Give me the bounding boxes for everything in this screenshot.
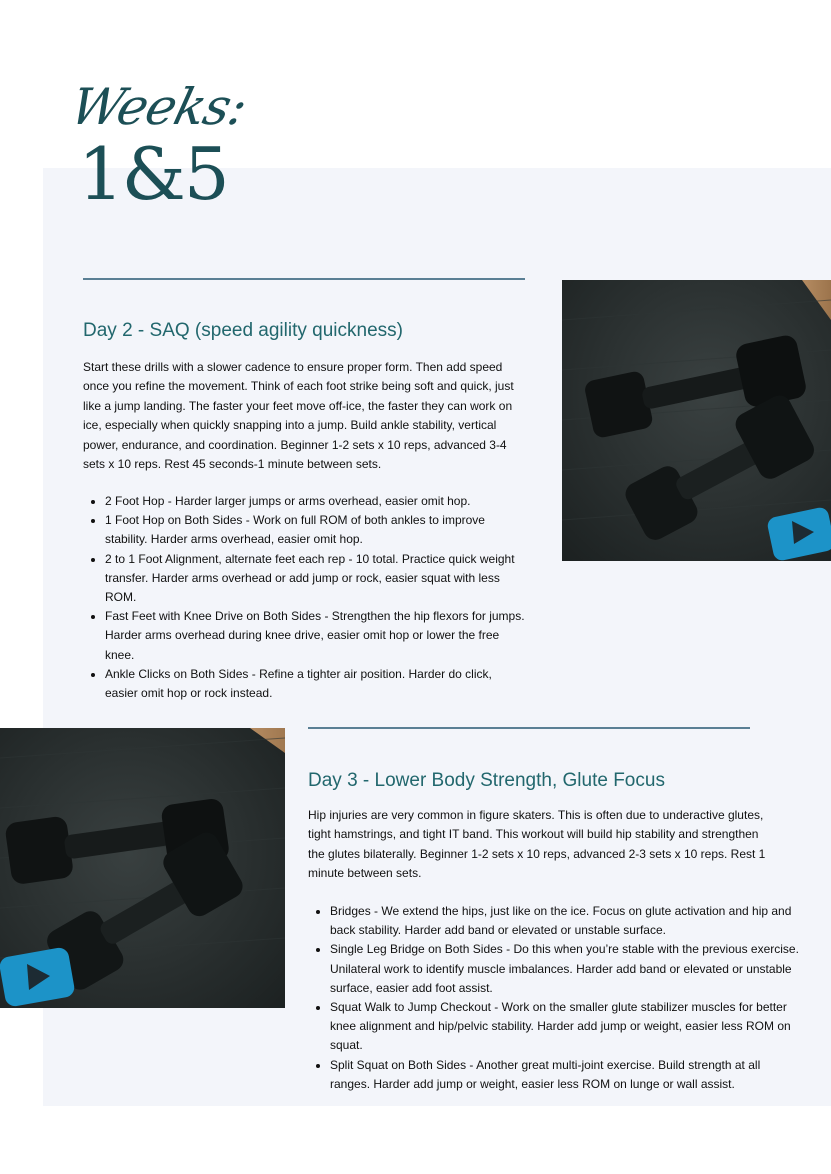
list-item: • 2 Foot Hop - Harder larger jumps or arms overhead, easier omit hop. xyxy=(105,492,525,511)
section-divider xyxy=(83,278,525,280)
day2-video-thumbnail[interactable] xyxy=(562,280,831,561)
day2-exercise-list xyxy=(83,492,525,703)
day3-exercise-list xyxy=(308,902,800,1094)
list-item: • Fast Feet with Knee Drive on Both Sides - Strengthen the hip flexors for jumps. Harder arms overhead during knee drive, easier omit hop or lower the free knee. xyxy=(105,607,525,665)
list-item: • Single Leg Bridge on Both Sides - Do this when you’re stable with the previous exercise. Unilateral work to identify muscle imbalances. Harder add band or elevated or unstable surface, easier add foot assist. xyxy=(330,940,800,998)
section-divider xyxy=(308,727,750,729)
day2-intro: Start these drills with a slower cadence to ensure proper form. Then add speed once you refine the movement. Think of each foot strike being soft and quick, just like a jump landing. The faster your feet move off-ice, the faster they can work on ice, especially when quickly snapping into a jump. Build ankle stability, vertical power, endurance, and coordination. Beginner 1-2 sets x 10 reps, advanced 3-4 sets x 10 reps. Rest 45 seconds-1 minute between sets. xyxy=(83,360,514,472)
list-item: • 1 Foot Hop on Both Sides - Work on full ROM of both ankles to improve stability. Harder arms overhead, easier omit hop. xyxy=(105,511,525,549)
day3-video-thumbnail[interactable] xyxy=(0,728,285,1008)
weeks-number-title: 1&5 xyxy=(78,132,228,216)
list-item: • Bridges - We extend the hips, just like on the ice. Focus on glute activation and hip and back stability. Harder add band or elevated or unstable surface. xyxy=(330,902,800,940)
day2-heading: Day 2 - SAQ (speed agility quickness) xyxy=(83,320,403,341)
day3-intro: Hip injuries are very common in figure skaters. This is often due to underactive glutes, tight hamstrings, and tight IT band. This workout will build hip stability and strengthen the glutes bilaterally. Beginner 1-2 sets x 10 reps, advanced 2-3 sets x 10 reps. Rest 1 minute between sets. xyxy=(308,808,766,881)
dumbbell-photo-image xyxy=(562,280,831,561)
list-item: • 2 to 1 Foot Alignment, alternate feet each rep - 10 total. Practice quick weight transfer. Harder arms overhead or add jump or rock, easier squat with less ROM. xyxy=(105,550,525,608)
day3-heading: Day 3 - Lower Body Strength, Glute Focus xyxy=(308,770,665,791)
list-item: • Split Squat on Both Sides - Another great multi-joint exercise. Build strength at all ranges. Harder add jump or weight, easier less ROM on lunge or wall assist. xyxy=(330,1056,800,1094)
list-item: • Ankle Clicks on Both Sides - Refine a tighter air position. Harder do click, easier omit hop or rock instead. xyxy=(105,665,525,703)
weeks-script-title: Weeks: xyxy=(64,78,253,136)
dumbbell-photo-image xyxy=(0,728,285,1008)
list-item: • Squat Walk to Jump Checkout - Work on the smaller glute stabilizer muscles for better knee alignment and hip/pelvic stability. Harder add jump or weight, easier less ROM on squat. xyxy=(330,998,800,1056)
